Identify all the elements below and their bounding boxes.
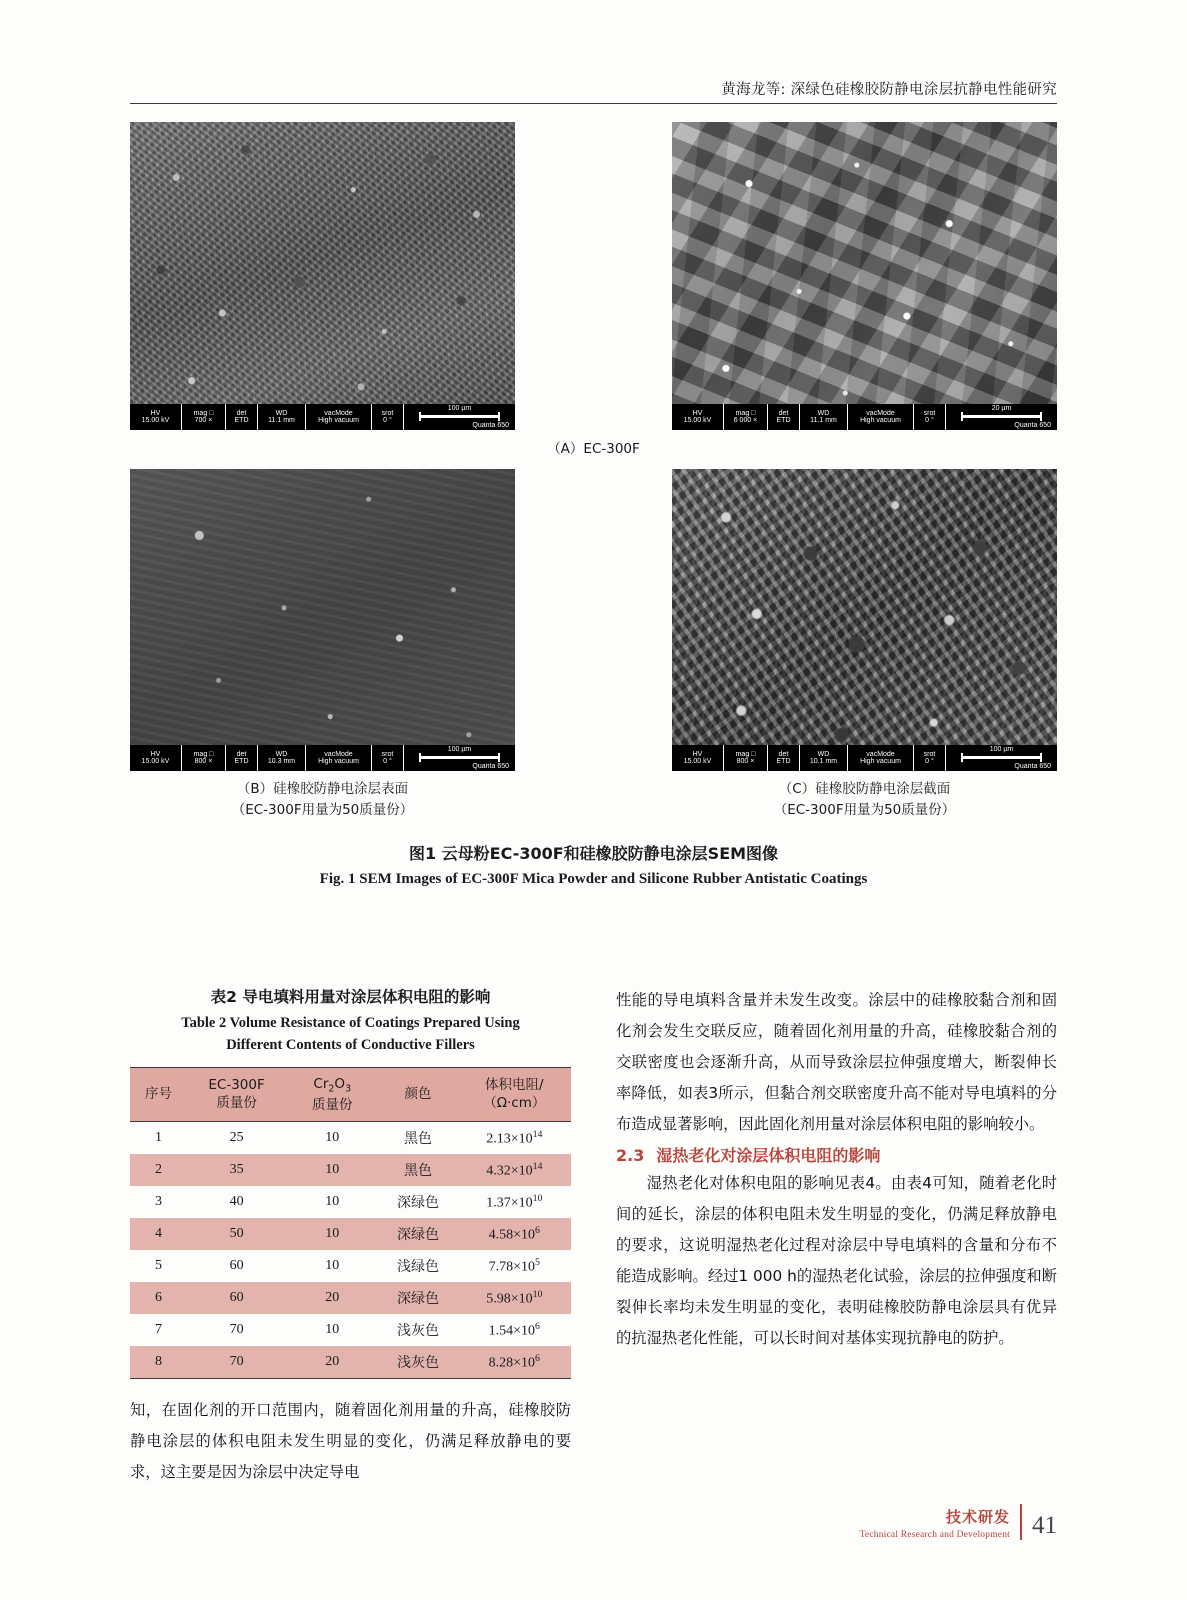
header-ec300f (187, 1067, 286, 1122)
section-title: 湿热老化对涂层体积电阻的影响 (656, 1146, 881, 1166)
figure-caption-en: Fig. 1 SEM Images of EC-300F Mica Powder and Silicone Rubber Antistatic Coatings (319, 870, 868, 887)
databar-wd-label: WD (817, 409, 830, 417)
sub-caption-b-line2: （EC-300F用量为50质量份） (231, 801, 414, 818)
databar-instrument: Quanta 650 (472, 762, 509, 770)
databar-instrument: Quanta 650 (1014, 421, 1051, 429)
sem-cell-b (130, 469, 515, 771)
cell-color: 深绿色 (396, 1196, 439, 1212)
cell-color: 黑色 (403, 1132, 432, 1148)
cell-vr-mantissa: 4.58×10 (488, 1227, 536, 1243)
right-paragraph-2: 湿热老化对体积电阻的影响见表4。由表4可知，随着老化时间的延长，涂层的体积电阻未发生明显的变化，仍满足释放静电的要求，这说明湿热老化过程对涂层中导电填料的含量和分布不能造成影响。经过1 000 h的湿热老化试验，涂层的拉伸强度和断裂伸长率均未发生明显的变化，表明硅橡胶防静电涂层具有优异的抗湿热老化性能，可以长时间对基体实现抗静电的防护。 (616, 1174, 1057, 1347)
sem-databar-4 (672, 745, 1057, 771)
databar-scale-value: 100 µm (989, 746, 1014, 753)
cell-color: 深绿色 (396, 1228, 439, 1244)
cell-vr-exponent: 5 (535, 1256, 540, 1268)
scale-bar-icon (419, 415, 499, 418)
header-ec300f-line1: EC-300F (208, 1077, 265, 1094)
cell-vr-mantissa: 2.13×10 (486, 1131, 533, 1147)
table-row (130, 1218, 571, 1250)
cell-color: 浅灰色 (396, 1324, 439, 1340)
table-body (130, 1122, 571, 1379)
databar-vacmode-value: High vacuum (860, 758, 901, 765)
cell-ec: 70 (229, 1322, 244, 1338)
databar-mag-label: mag □ (735, 409, 756, 417)
databar-det-label: det (778, 750, 789, 758)
cell-index: 2 (154, 1162, 162, 1178)
cell-cr: 10 (325, 1130, 340, 1146)
footer-divider (1020, 1504, 1022, 1540)
sem-row-bottom (130, 469, 1057, 771)
figure-1-block (130, 122, 1057, 888)
cell-vr-mantissa: 5.98×10 (486, 1291, 533, 1307)
cell-index: 5 (154, 1258, 162, 1274)
sem-texture (672, 469, 1057, 771)
cell-cr: 10 (325, 1194, 340, 1210)
table-row (130, 1250, 571, 1282)
cell-cr: 20 (325, 1290, 340, 1306)
header-ec300f-line2: 质量份 (216, 1095, 257, 1112)
cell-vr-exponent: 10 (532, 1192, 543, 1204)
cell-index: 6 (154, 1290, 162, 1306)
header-divider (130, 103, 1057, 104)
databar-srot-value: 0 ° (925, 417, 934, 424)
cell-color: 深绿色 (396, 1292, 439, 1308)
header-cr2o3 (286, 1067, 378, 1122)
databar-scale-4 (946, 745, 1057, 771)
databar-scale-value: 20 µm (991, 405, 1012, 412)
sub-caption-c-line2: （EC-300F用量为50质量份） (773, 801, 956, 818)
table-row (130, 1346, 571, 1379)
sub-caption-c-line1: （C）硅橡胶防静电涂层截面 (778, 781, 951, 797)
sem-databar-2 (672, 404, 1057, 430)
databar-mag-value: 800 × (736, 758, 755, 765)
header-cr2o3-formula: $Cr_2O_3$ (313, 1075, 352, 1095)
cell-index: 4 (154, 1226, 162, 1242)
databar-mag-value: 800 × (194, 758, 213, 765)
page-number: 41 (1032, 1512, 1057, 1539)
databar-hv-label: HV (150, 750, 161, 758)
databar-srot-label: srot (381, 409, 394, 417)
table-caption-en-line1: Table 2 Volume Resistance of Coatings Prepared Using (181, 1015, 520, 1031)
databar-scale-1 (404, 404, 515, 430)
cell-vr-mantissa: 7.78×10 (488, 1259, 536, 1275)
databar-hv-label: HV (692, 409, 703, 417)
databar-det-label: det (236, 409, 247, 417)
databar-srot-value: 0 ° (383, 417, 392, 424)
cell-volume-resistance (458, 1250, 571, 1282)
cell-cr: 20 (286, 1346, 378, 1379)
databar-mag-label: mag □ (735, 750, 756, 758)
sem-cell-a1 (130, 122, 515, 430)
volume-resistance-table (130, 1067, 571, 1380)
databar-vacmode-label: vacMode (324, 750, 353, 758)
sub-caption-a: （A）EC-300F (547, 441, 640, 457)
sem-cell-c (672, 469, 1057, 771)
header-color: 颜色 (378, 1067, 457, 1122)
table-header-row (130, 1067, 571, 1122)
sub-caption-b (130, 779, 515, 821)
table-row (130, 1154, 571, 1186)
databar-mag-value: 700 × (194, 417, 213, 424)
section-heading-2-3 (616, 1143, 1057, 1166)
cell-color: 黑色 (403, 1164, 432, 1180)
scale-bar-icon (961, 756, 1041, 759)
table-row (130, 1122, 571, 1155)
scale-bar-icon (419, 756, 499, 759)
databar-mag-label: mag □ (193, 409, 214, 417)
cell-cr: 10 (325, 1258, 340, 1274)
databar-vacmode-value: High vacuum (318, 417, 359, 424)
cell-vr-exponent: 6 (535, 1224, 540, 1236)
databar-mag-label: mag □ (193, 750, 214, 758)
databar-vacmode-label: vacMode (866, 409, 895, 417)
cell-index: 1 (154, 1130, 162, 1146)
section-number: 2.3 (616, 1146, 645, 1166)
sub-caption-b-line1: （B）硅橡胶防静电涂层表面 (236, 781, 409, 797)
databar-det-value: ETD (776, 417, 791, 424)
cell-vr-exponent: 14 (532, 1128, 543, 1140)
databar-instrument: Quanta 650 (1014, 762, 1051, 770)
databar-hv-value: 15.00 kV (141, 417, 170, 424)
cell-vr-mantissa: 1.37×10 (486, 1195, 533, 1211)
cell-index: 3 (154, 1194, 162, 1210)
databar-srot-label: srot (381, 750, 394, 758)
footer-brand-cn: 技术研发 (945, 1508, 1010, 1526)
cell-cr: 10 (325, 1322, 340, 1338)
table-header (130, 1067, 571, 1122)
sem-texture (130, 122, 515, 430)
databar-instrument: Quanta 650 (472, 421, 509, 429)
sem-databar-3 (130, 745, 515, 771)
cell-cr: 10 (325, 1162, 340, 1178)
header-volume-resistance (458, 1067, 571, 1122)
cell-volume-resistance (458, 1154, 571, 1186)
footer-brand (860, 1506, 1010, 1540)
databar-hv-value: 15.00 kV (141, 758, 170, 765)
sem-texture (672, 122, 1057, 430)
header-vr-line1: 体积电阻/ (485, 1077, 544, 1094)
databar-scale-value: 100 µm (447, 405, 472, 412)
databar-hv-value: 15.00 kV (683, 758, 712, 765)
table-caption-en-line2: Different Contents of Conductive Fillers (226, 1036, 475, 1053)
table-row (130, 1314, 571, 1346)
cell-index: 8 (130, 1346, 187, 1379)
sub-captions-row (130, 779, 1057, 821)
cell-volume-resistance (458, 1186, 571, 1218)
cell-index: 7 (154, 1322, 162, 1338)
body-columns (130, 985, 1057, 1488)
databar-hv-value: 15.00 kV (683, 417, 712, 424)
databar-wd-value: 11.1 mm (810, 417, 837, 424)
sem-image-c-cross-section (672, 469, 1057, 771)
databar-det-value: ETD (234, 758, 249, 765)
page-footer (860, 1504, 1057, 1540)
cell-ec: 25 (229, 1130, 244, 1146)
cell-volume-resistance (458, 1122, 571, 1155)
sem-row-top (130, 122, 1057, 430)
sem-cell-a2 (672, 122, 1057, 430)
sem-texture (130, 469, 515, 771)
running-head: 黄海龙等: 深绿色硅橡胶防静电涂层抗静电性能研究 (721, 82, 1057, 98)
header-vr-line2: （Ω·cm） (483, 1095, 546, 1112)
cell-volume-resistance (458, 1218, 571, 1250)
cell-ec: 60 (229, 1258, 244, 1274)
cell-vr-exponent: 14 (532, 1160, 543, 1172)
table-caption-en (130, 1013, 571, 1057)
databar-wd-value: 10.3 mm (267, 758, 296, 765)
right-column (616, 985, 1057, 1488)
cell-vr-mantissa: 1.54×10 (488, 1323, 536, 1339)
cell-ec: 35 (229, 1162, 244, 1178)
sem-image-a-low-mag (130, 122, 515, 430)
databar-mag-value: 6 000 × (733, 417, 758, 424)
sem-databar-1 (130, 404, 515, 430)
databar-srot-value: 0 ° (383, 758, 392, 765)
sub-caption-c (672, 779, 1057, 821)
databar-hv-label: HV (692, 750, 703, 758)
cell-vr-mantissa: 4.32×10 (486, 1163, 533, 1179)
databar-srot-label: srot (923, 409, 936, 417)
databar-det-value: ETD (234, 417, 249, 424)
databar-scale-3 (404, 745, 515, 771)
databar-det-value: ETD (776, 758, 791, 765)
databar-srot-label: srot (923, 750, 936, 758)
cell-ec: 60 (229, 1290, 244, 1306)
table-caption-cn: 表2 导电填料用量对涂层体积电阻的影响 (210, 988, 491, 1006)
cell-vr-mantissa: 8.28×10 (488, 1355, 536, 1371)
cell-vr-exponent: 10 (532, 1288, 543, 1300)
databar-scale-value: 100 µm (447, 746, 472, 753)
figure-caption-cn: 图1 云母粉EC-300F和硅橡胶防静电涂层SEM图像 (408, 843, 779, 863)
table-row (130, 1186, 571, 1218)
databar-wd-value: 10.1 mm (809, 758, 838, 765)
sem-image-b-surface (130, 469, 515, 771)
cell-ec: 70 (187, 1346, 286, 1379)
cell-color: 浅灰色 (378, 1346, 457, 1379)
databar-vacmode-label: vacMode (324, 409, 353, 417)
cell-volume-resistance (458, 1314, 571, 1346)
header-cr2o3-line2: 质量份 (312, 1096, 353, 1113)
cell-volume-resistance (458, 1346, 571, 1379)
sem-image-a-high-mag (672, 122, 1057, 430)
databar-wd-label: WD (275, 409, 288, 417)
cell-vr-exponent: 6 (535, 1320, 540, 1332)
right-paragraph-1: 性能的导电填料含量并未发生改变。涂层中的硅橡胶黏合剂和固化剂会发生交联反应，随着固化剂用量的升高，硅橡胶黏合剂的交联密度也会逐渐升高，从而导致涂层拉伸强度增大，断裂伸长率降低，如表3所示，但黏合剂交联密度升高不能对导电填料的分布造成显著影响，因此固化剂用量对涂层体积电阻的影响较小。 (616, 991, 1057, 1133)
cell-vr-exponent: 6 (535, 1352, 540, 1364)
databar-det-label: det (778, 409, 789, 417)
scale-bar-icon (961, 415, 1041, 418)
databar-srot-value: 0 ° (925, 758, 934, 765)
table-row (130, 1282, 571, 1314)
databar-wd-label: WD (275, 750, 288, 758)
cell-ec: 50 (229, 1226, 244, 1242)
cell-volume-resistance (458, 1282, 571, 1314)
cell-cr: 10 (325, 1226, 340, 1242)
header-index: 序号 (130, 1067, 187, 1122)
left-column (130, 985, 571, 1488)
databar-vacmode-value: High vacuum (318, 758, 359, 765)
cell-ec: 40 (229, 1194, 244, 1210)
cell-color: 浅绿色 (396, 1260, 439, 1276)
databar-hv-label: HV (150, 409, 161, 417)
footer-brand-en: Technical Research and Development (859, 1530, 1010, 1540)
databar-wd-label: WD (817, 750, 830, 758)
databar-vacmode-value: High vacuum (860, 417, 901, 424)
databar-wd-value: 11.1 mm (268, 417, 295, 424)
databar-det-label: det (236, 750, 247, 758)
databar-scale-2 (946, 404, 1057, 430)
left-column-paragraph: 知，在固化剂的开口范围内，随着固化剂用量的升高，硅橡胶防静电涂层的体积电阻未发生明显的变化，仍满足释放静电的要求，这主要是因为涂层中决定导电 (130, 1401, 571, 1481)
databar-vacmode-label: vacMode (866, 750, 895, 758)
